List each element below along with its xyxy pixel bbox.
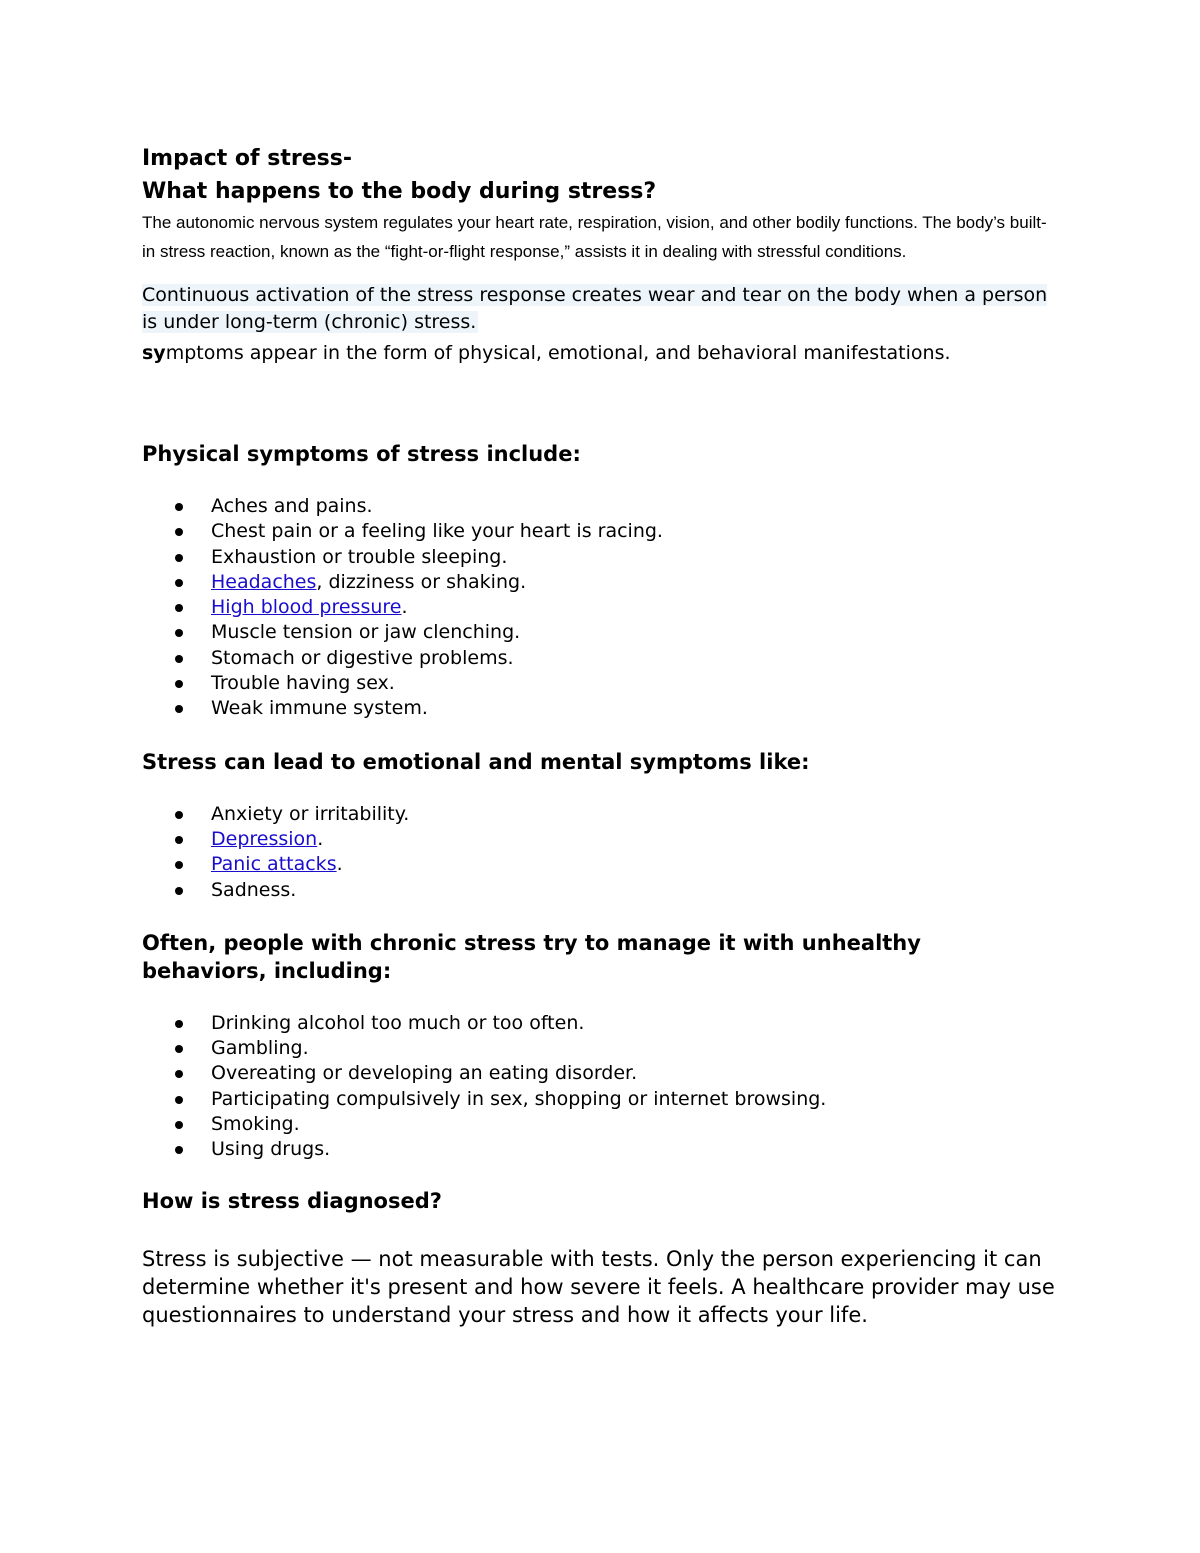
bullet-icon (175, 579, 183, 587)
bullet-icon (175, 528, 183, 536)
list-item (142, 570, 1072, 595)
behaviors-heading: Often, people with chronic stress try to manage it with unhealthy behaviors, including: (142, 930, 921, 983)
list-item-text: Sadness. (211, 878, 297, 901)
list-item-text: Smoking. (211, 1113, 300, 1136)
highlighted-text: Continuous activation of the stress response creates wear and tear on the body when a person is under long-term (chronic) stress. (142, 284, 1048, 333)
list-item (142, 519, 1072, 544)
symptoms-lead: sy (142, 342, 166, 364)
list-item-text: Anxiety or irritability. (211, 802, 410, 825)
list-item (142, 1036, 1072, 1061)
bullet-icon (175, 836, 183, 844)
emotional-heading: Stress can lead to emotional and mental symptoms like: (142, 749, 810, 774)
bullet-icon (175, 1020, 183, 1028)
physical-list (142, 494, 1072, 722)
list-item-text: Exhaustion or trouble sleeping. (211, 545, 508, 568)
document-body (142, 142, 1072, 1329)
bullet-icon (175, 1121, 183, 1129)
bullet-icon (175, 1070, 183, 1078)
list-item-text: Weak immune system. (211, 697, 428, 720)
list-item (142, 671, 1072, 696)
bullet-icon (175, 629, 183, 637)
list-item (142, 1011, 1072, 1036)
list-item-link[interactable]: High blood pressure (211, 596, 402, 619)
chronic-stress-paragraph (142, 282, 1057, 336)
list-item-text: Aches and pains. (211, 495, 373, 517)
symptoms-rest: mptoms appear in the form of physical, emotional, and behavioral manifestations. (165, 342, 951, 364)
bullet-icon (175, 887, 183, 895)
emotional-list (142, 802, 1072, 903)
bullet-icon (175, 554, 183, 562)
behaviors-list (142, 1011, 1072, 1163)
list-item-text: Using drugs. (211, 1138, 331, 1161)
list-item (142, 494, 1072, 519)
bullet-icon (175, 680, 183, 688)
list-item (142, 545, 1072, 570)
bullet-icon (175, 705, 183, 713)
list-item-text: Drinking alcohol too much or too often. (211, 1011, 585, 1034)
bullet-icon (175, 1146, 183, 1154)
list-item-text: Muscle tension or jaw clenching. (211, 621, 521, 644)
intro-paragraph: The autonomic nervous system regulates your heart rate, respiration, vision, and other bodily functions. The body’s built-in stress reaction, known as the “fight-or-flight response,” assists it in dealing with stressful conditions. (142, 213, 1047, 261)
document-title: Impact of stress- (142, 146, 352, 171)
list-item (142, 852, 1072, 877)
list-item (142, 595, 1072, 620)
list-item-text: Trouble having sex. (211, 672, 395, 695)
list-item-text: . (401, 596, 408, 619)
list-item-text: , dizziness or shaking. (316, 570, 527, 593)
list-item (142, 827, 1072, 852)
list-item (142, 620, 1072, 645)
list-item-text: . (336, 853, 343, 876)
bullet-icon (175, 604, 183, 612)
list-item (142, 1087, 1072, 1112)
diagnosis-paragraph: Stress is subjective — not measurable with tests. Only the person experiencing it can determine whether it's present and how severe it feels. A healthcare provider may use questionnaires to understand your stress and how it affects your life. (142, 1246, 1055, 1327)
list-item-link[interactable]: Depression (211, 827, 318, 850)
list-item (142, 802, 1072, 827)
symptoms-summary (142, 338, 1072, 368)
list-item-text: Chest pain or a feeling like your heart is racing. (211, 520, 663, 543)
bullet-icon (175, 1045, 183, 1053)
list-item-text: Overeating or developing an eating disorder. (211, 1062, 638, 1085)
list-item (142, 1112, 1072, 1137)
list-item (142, 646, 1072, 671)
list-item-text: Participating compulsively in sex, shopping or internet browsing. (211, 1087, 827, 1110)
list-item (142, 696, 1072, 721)
list-item-text: . (317, 827, 324, 850)
bullet-icon (175, 861, 183, 869)
list-item-link[interactable]: Headaches (211, 570, 317, 593)
physical-heading: Physical symptoms of stress include: (142, 442, 581, 466)
list-item (142, 878, 1072, 903)
bullet-icon (175, 655, 183, 663)
document-subtitle: What happens to the body during stress? (142, 179, 657, 204)
diagnosis-heading: How is stress diagnosed? (142, 1188, 442, 1213)
list-item (142, 1061, 1072, 1086)
bullet-icon (175, 503, 183, 511)
bullet-icon (175, 811, 183, 819)
list-item (142, 1137, 1072, 1162)
bullet-icon (175, 1096, 183, 1104)
list-item-text: Stomach or digestive problems. (211, 646, 514, 669)
list-item-link[interactable]: Panic attacks (211, 853, 337, 876)
list-item-text: Gambling. (211, 1037, 309, 1060)
